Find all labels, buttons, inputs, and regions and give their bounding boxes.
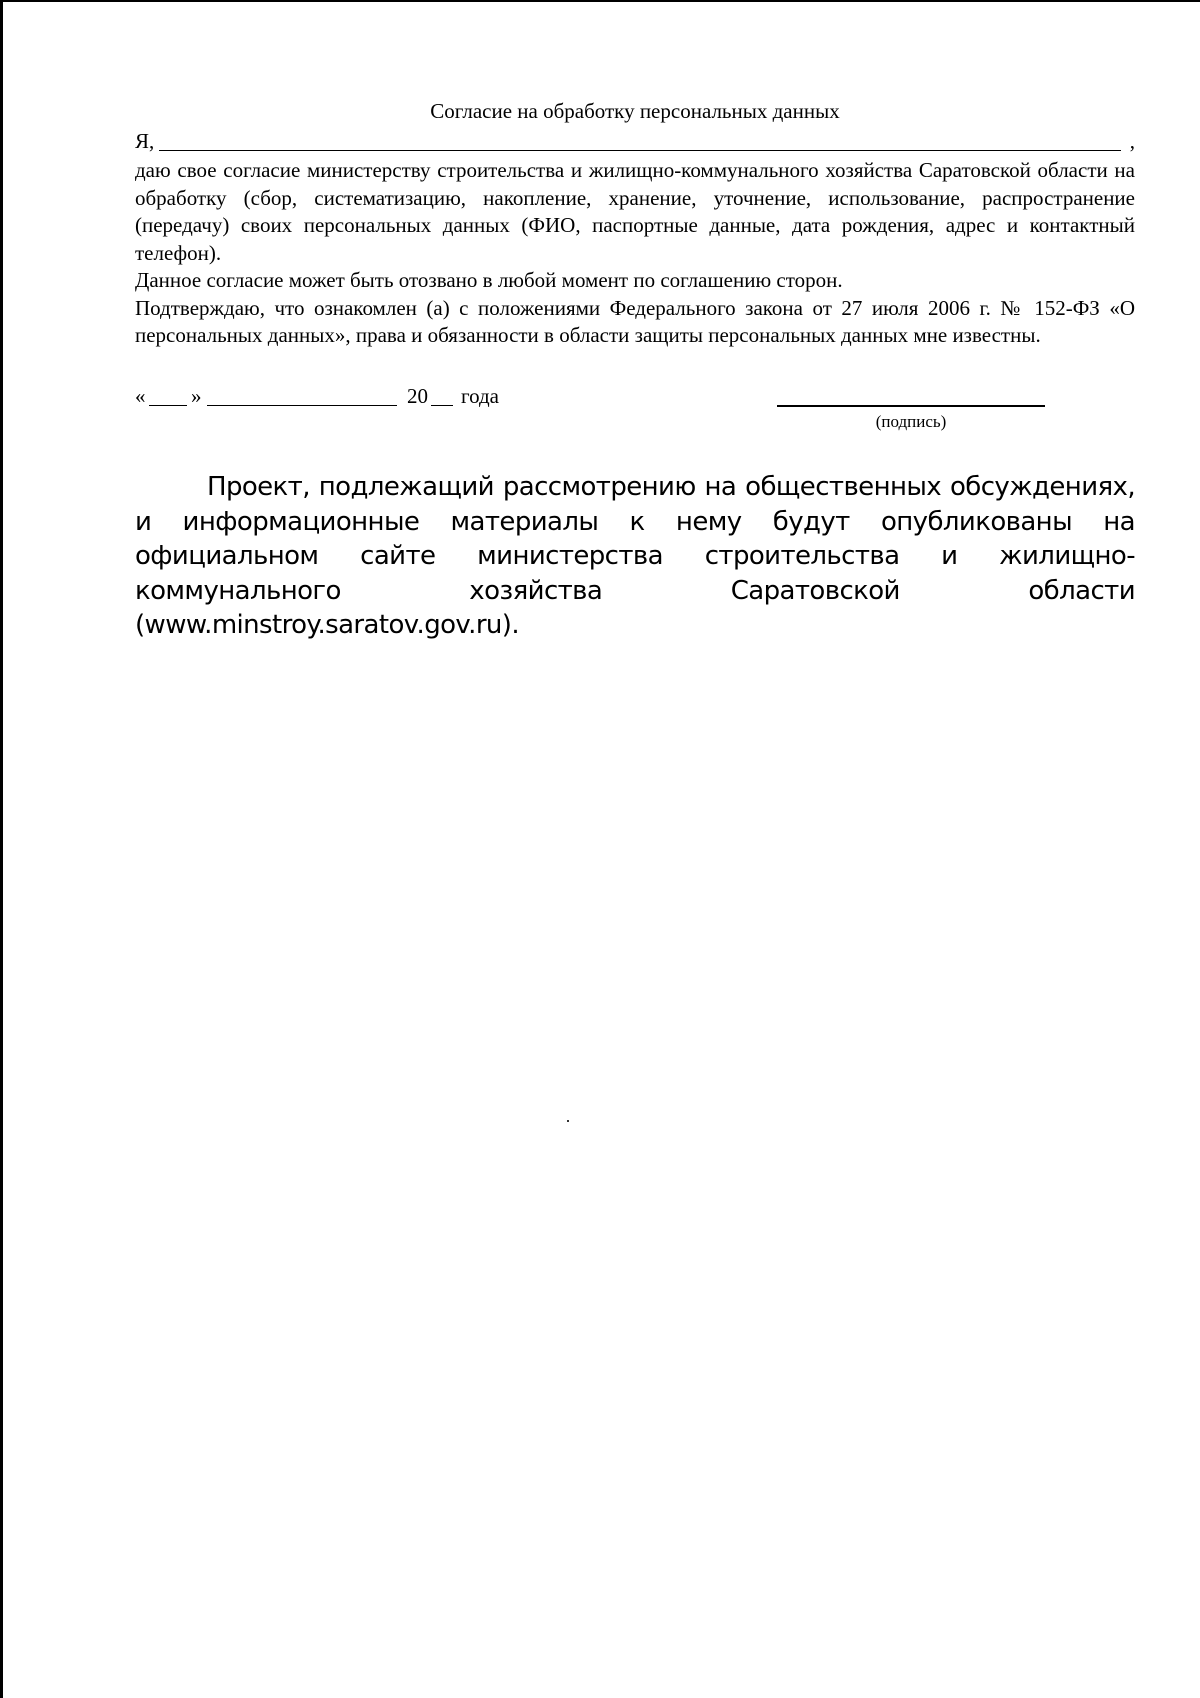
day-blank-line[interactable] xyxy=(149,405,187,406)
consent-title: Согласие на обработку персональных данных xyxy=(430,99,840,123)
year-prefix: 20 xyxy=(407,384,428,408)
name-prefix: Я, xyxy=(135,129,155,153)
consent-paragraph-confirmation: Подтверждаю, что ознакомлен (а) с положениями Федерального закона от 27 июля 2006 г. № 152-ФЗ «О персональных данных», права и обязанности в области защиты персональных данных мне известны. xyxy=(135,295,1135,347)
scan-edge-left xyxy=(0,0,3,1698)
publication-notice-text: Проект, подлежащий рассмотрению на общественных обсуждениях, и информационные материалы к нему будут опубликованы на официальном сайте министерства строительства и жилищно-коммунального хозяйства Саратовской области (www.minstroy.saratov.gov.ru). xyxy=(135,472,1135,640)
year-suffix: года xyxy=(461,384,499,408)
signature-blank-line[interactable] xyxy=(777,405,1045,407)
month-blank-line[interactable] xyxy=(207,405,397,406)
name-suffix: , xyxy=(1129,129,1135,153)
name-field-row xyxy=(135,128,1135,154)
scan-edge-top xyxy=(0,0,1200,2)
consent-body xyxy=(135,157,1135,350)
consent-paragraph-revocation: Данное согласие может быть отозвано в любой момент по соглашению сторон. xyxy=(135,268,843,292)
year-blank-line[interactable] xyxy=(431,405,453,406)
consent-paragraph-agreement: даю свое согласие министерству строительства и жилищно-коммунального хозяйства Саратовской области на обработку (сбор, систематизацию, накопление, хранение, уточнение, использование, распространение (передачу) своих персональных данных (ФИО, паспортные данные, дата рождения, адрес и контактный телефон). xyxy=(135,158,1135,265)
name-blank-line[interactable] xyxy=(159,150,1121,151)
date-close-quote: » xyxy=(191,384,202,408)
date-open-quote: « xyxy=(135,384,146,408)
signature-caption: (подпись) xyxy=(875,412,947,431)
publication-notice xyxy=(135,470,1135,643)
scan-speck xyxy=(567,1120,569,1122)
